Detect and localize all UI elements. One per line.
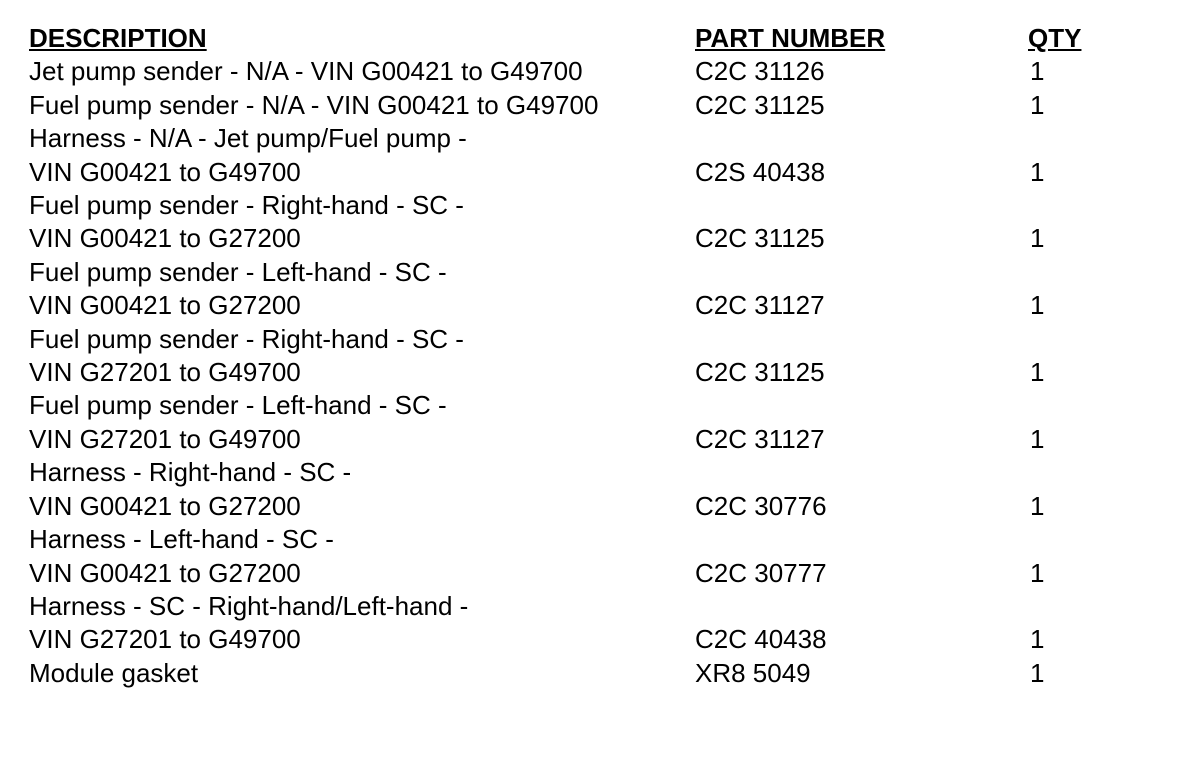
description-line: Module gasket: [29, 657, 199, 688]
description-line: VIN G00421 to G27200: [29, 557, 301, 588]
table-row: [29, 523, 1088, 590]
part-number-cell: XR8 5049: [695, 657, 811, 688]
description-line: Fuel pump sender - Right-hand - SC -: [29, 190, 464, 221]
part-number-cell: C2C 31126: [695, 56, 825, 87]
description-line: Harness - SC - Right-hand/Left-hand -: [29, 590, 469, 621]
description-line: Fuel pump sender - N/A - VIN G00421 to G49700: [29, 89, 599, 120]
table-row: [29, 122, 1088, 189]
description-cell: [29, 456, 695, 523]
part-number-cell: C2C 31125: [695, 223, 825, 254]
table-row: [29, 323, 1088, 390]
description-cell: [29, 389, 695, 456]
table-row: [29, 189, 1088, 256]
description-cell: [29, 323, 695, 390]
description-cell: [29, 523, 695, 590]
description-line: Fuel pump sender - Left-hand - SC -: [29, 256, 447, 287]
description-cell: [29, 256, 695, 323]
qty-cell: 1: [1030, 657, 1045, 688]
part-number-cell: C2C 30776: [695, 490, 827, 521]
description-line: Jet pump sender - N/A - VIN G00421 to G49700: [29, 56, 583, 87]
qty-cell: 1: [1030, 624, 1045, 655]
description-cell: [29, 122, 695, 189]
qty-cell: 1: [1030, 490, 1045, 521]
part-number-cell: C2S 40438: [695, 156, 826, 187]
qty-cell: 1: [1030, 56, 1045, 87]
qty-cell: 1: [1030, 223, 1045, 254]
table-row: [29, 89, 1088, 122]
qty-cell: 1: [1030, 557, 1045, 588]
part-number-cell: C2C 31125: [695, 89, 825, 120]
description-cell: [29, 657, 695, 690]
description-line: VIN G27201 to G49700: [29, 423, 301, 454]
description-line: VIN G27201 to G49700: [29, 357, 301, 388]
description-line: Fuel pump sender - Left-hand - SC -: [29, 390, 447, 421]
qty-cell: 1: [1030, 357, 1045, 388]
part-number-header: PART NUMBER: [695, 23, 886, 53]
description-cell: [29, 189, 695, 256]
header-row: [29, 22, 1088, 55]
parts-table-body: [29, 55, 1088, 690]
description-line: VIN G00421 to G27200: [29, 490, 301, 521]
qty-cell: 1: [1030, 89, 1045, 120]
table-row: [29, 55, 1088, 88]
description-cell: [29, 590, 695, 657]
description-line: VIN G00421 to G27200: [29, 223, 301, 254]
description-line: Fuel pump sender - Right-hand - SC -: [29, 323, 464, 354]
qty-header: QTY: [1028, 23, 1082, 53]
description-line: Harness - Left-hand - SC -: [29, 524, 334, 555]
part-number-cell: C2C 30777: [695, 557, 827, 588]
parts-table: [29, 22, 1088, 690]
description-line: VIN G00421 to G49700: [29, 156, 301, 187]
description-line: Harness - Right-hand - SC -: [29, 457, 352, 488]
description-line: VIN G27201 to G49700: [29, 624, 301, 655]
qty-cell: 1: [1030, 423, 1045, 454]
table-row: [29, 590, 1088, 657]
table-row: [29, 657, 1088, 690]
qty-cell: 1: [1030, 156, 1045, 187]
description-line: VIN G00421 to G27200: [29, 290, 301, 321]
table-row: [29, 256, 1088, 323]
table-row: [29, 456, 1088, 523]
table-row: [29, 389, 1088, 456]
part-number-cell: C2C 31127: [695, 290, 825, 321]
part-number-cell: C2C 31127: [695, 423, 825, 454]
description-cell: [29, 89, 695, 122]
description-cell: [29, 55, 695, 88]
part-number-cell: C2C 31125: [695, 357, 825, 388]
description-header: DESCRIPTION: [29, 23, 207, 53]
part-number-cell: C2C 40438: [695, 624, 827, 655]
description-line: Harness - N/A - Jet pump/Fuel pump -: [29, 123, 467, 154]
qty-cell: 1: [1030, 290, 1045, 321]
